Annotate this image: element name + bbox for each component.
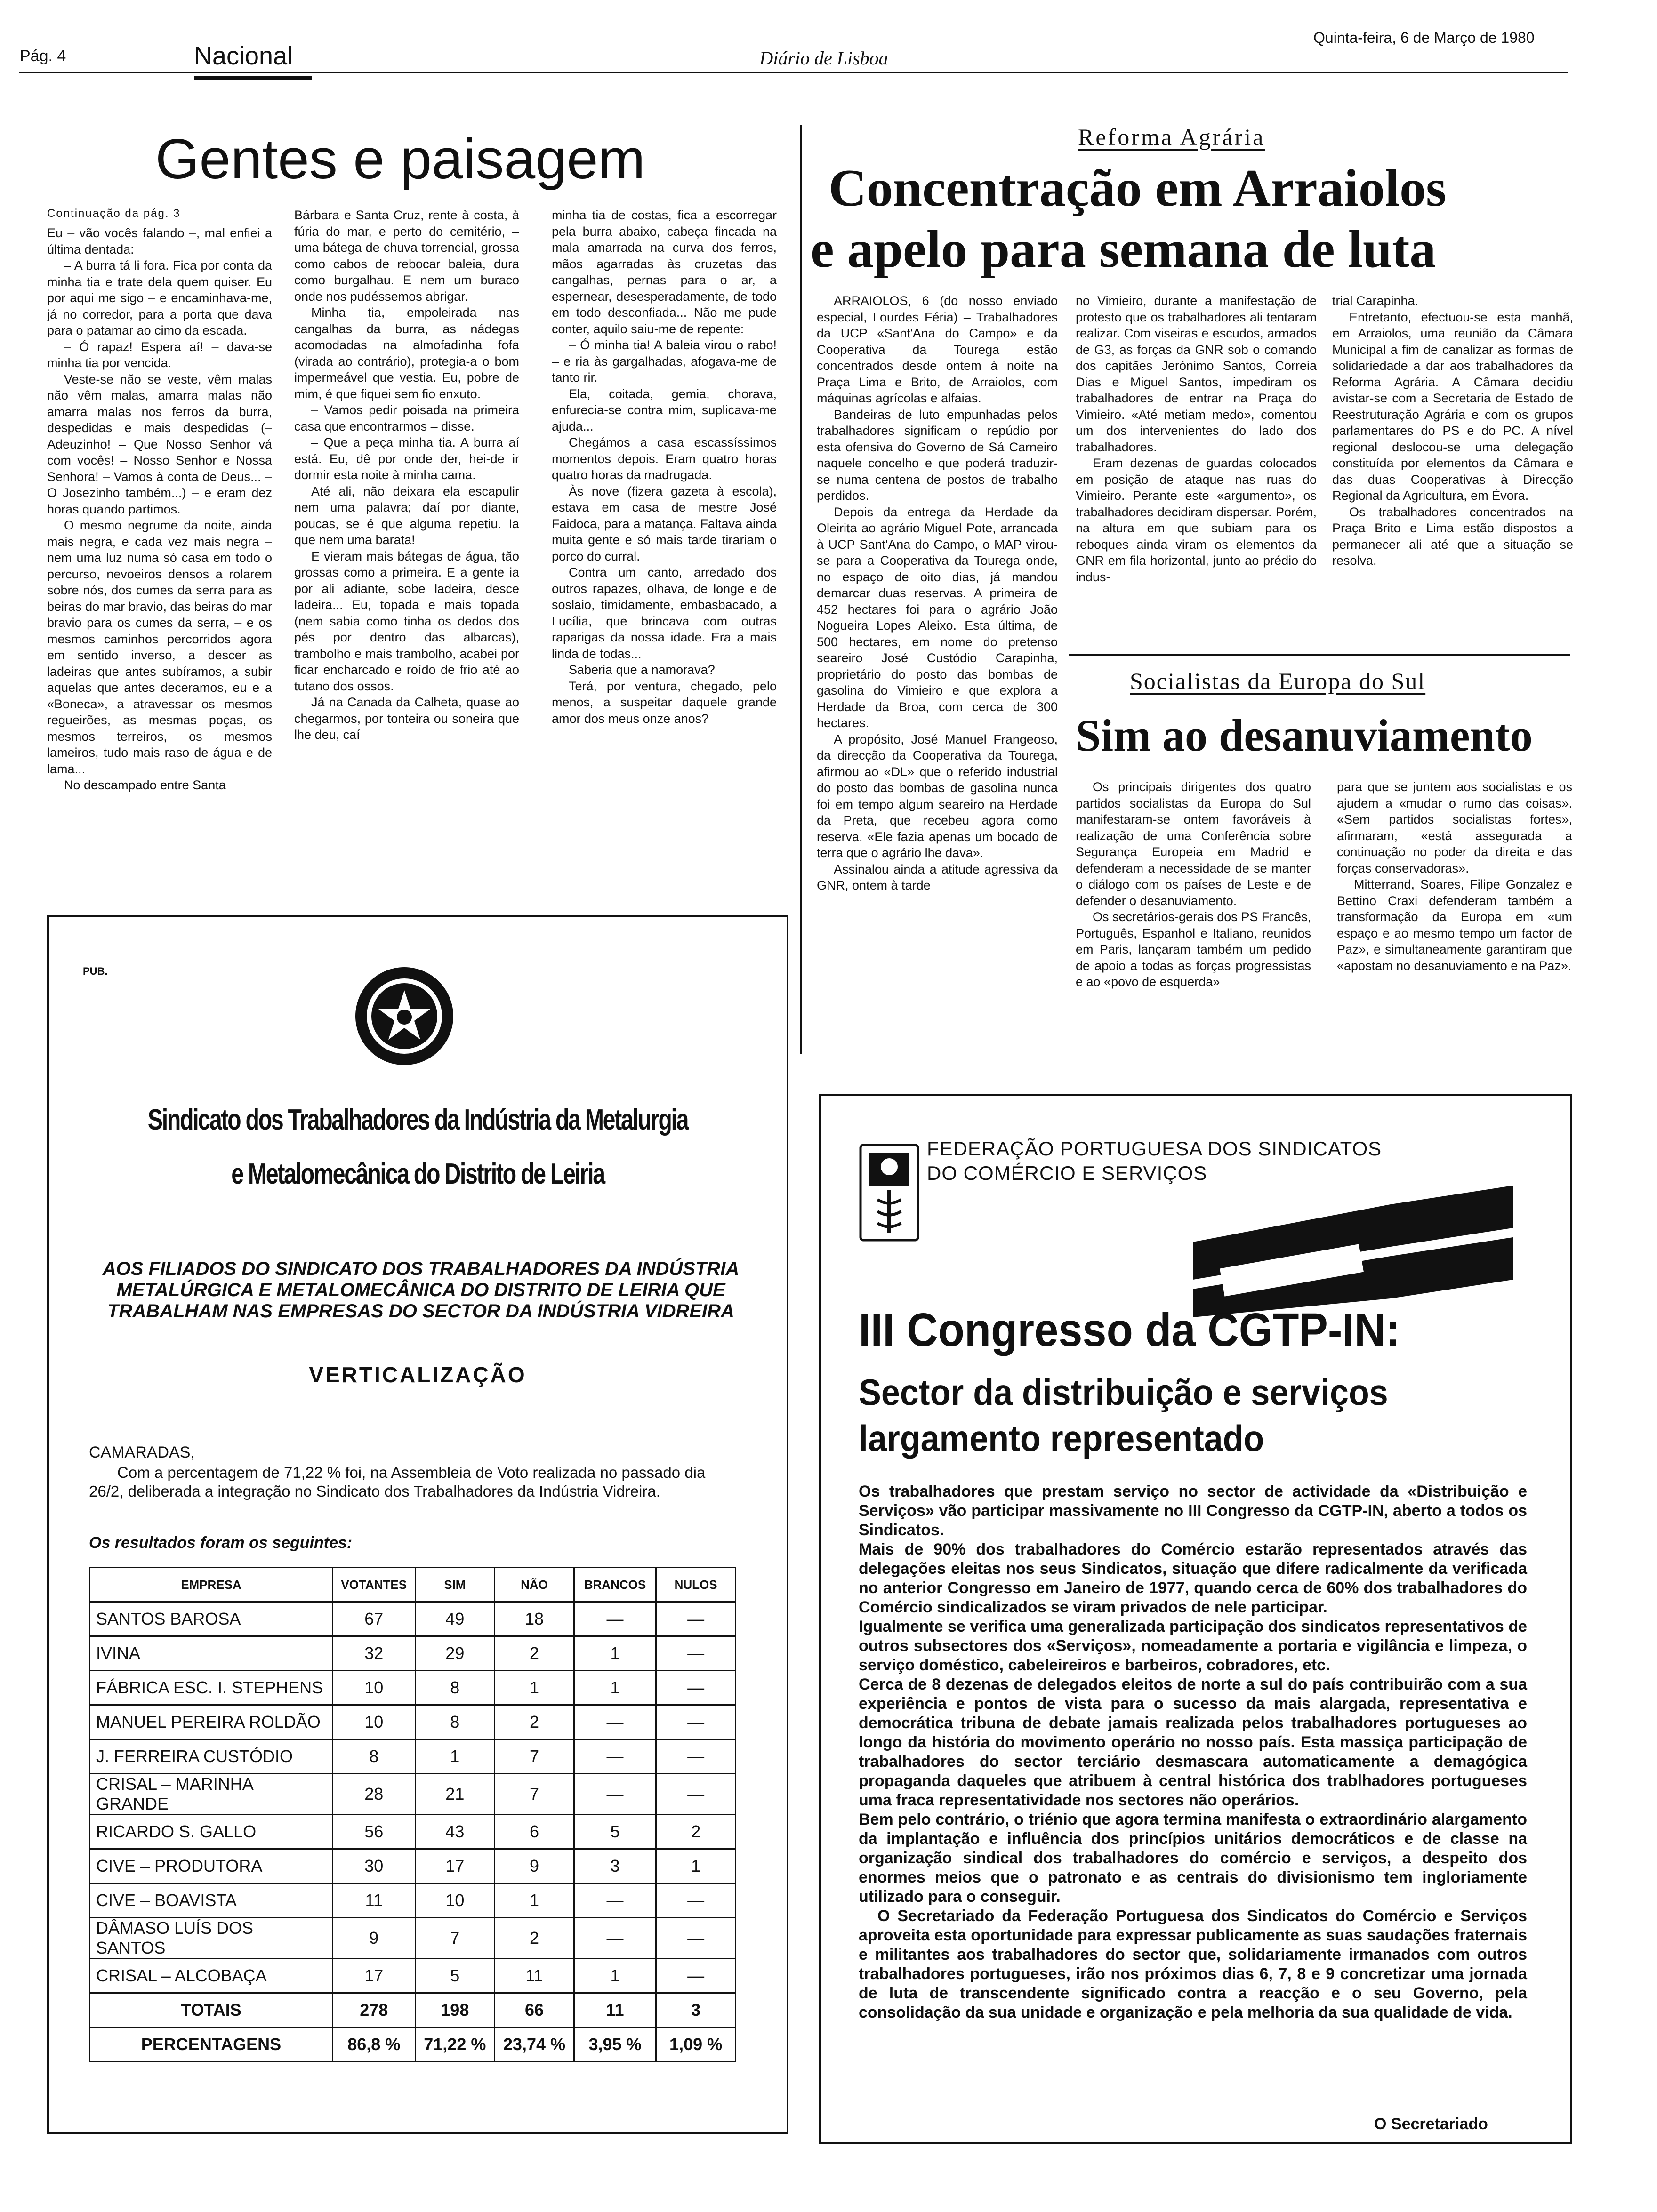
table-cell: 11	[332, 1883, 415, 1918]
column-header: NÃO	[495, 1568, 574, 1602]
table-cell: 10	[415, 1883, 495, 1918]
table-cell: —	[574, 1774, 656, 1815]
table-cell: 198	[415, 1993, 495, 2028]
sindicato-title-2: e Metalomecânica do Distrito de Leiria	[231, 1158, 604, 1190]
paragraph: Terá, por ventura, chegado, pelo menos, a suspeitar daquele grande amor dos meus onze anos?	[552, 679, 777, 726]
headline-reforma-2: e apelo para semana de luta	[811, 220, 1436, 279]
table-cell: 2	[495, 1918, 574, 1959]
table-cell: 18	[495, 1602, 574, 1636]
table-row	[90, 1883, 736, 1918]
federation-name-1: FEDERAÇÃO PORTUGUESA DOS SINDICATOS	[927, 1138, 1382, 1160]
paragraph: Os principais dirigentes dos quatro partidos socialistas da Europa do Sul manifestaram-se ontem favoráveis à realização de uma Conferência sobre Segurança Europeia em Madrid e defenderam a necessidade de se manter o diálogo com os países de Leste e de defender o desanuviamento.	[1076, 780, 1311, 908]
results-table	[89, 1567, 736, 2062]
table-cell: —	[574, 1602, 656, 1636]
table-cell: 9	[495, 1849, 574, 1883]
column-header: NULOS	[656, 1568, 736, 1602]
table-row	[90, 1959, 736, 1993]
table-cell: —	[656, 1883, 736, 1918]
paragraph: Já na Canada da Calheta, quase ao chegarmos, por tonteira ou soneira que lhe deu, caí	[294, 695, 519, 742]
table-cell: J. FERREIRA CUSTÓDIO	[90, 1739, 333, 1774]
table-cell: 23,74 %	[495, 2028, 574, 2062]
table-row	[90, 1849, 736, 1883]
table-cell: 2	[656, 1815, 736, 1849]
pub-label: PUB.	[83, 965, 108, 977]
table-cell: —	[656, 1959, 736, 1993]
table-cell: 66	[495, 1993, 574, 2028]
table-cell: —	[656, 1671, 736, 1705]
paragraph: Eu – vão vocês falando –, mal enfiei a última dentada:	[47, 226, 272, 256]
table-cell: —	[574, 1883, 656, 1918]
table-cell: 7	[415, 1918, 495, 1959]
sindicato-ad-box	[47, 915, 788, 2134]
table-cell: —	[656, 1739, 736, 1774]
table-cell: DÂMASO LUÍS DOS SANTOS	[90, 1918, 333, 1959]
paragraph: Os trabalhadores concentrados na Praça Brito e Lima estão dispostos a permanecer ali até que a situação se resolva.	[1332, 505, 1573, 568]
section-underline	[194, 76, 312, 80]
continuation-note: Continuação da pág. 3	[47, 207, 181, 220]
paragraph: minha tia de costas, fica a escorregar pela burra abaixo, cabeça fincada na mala amarrada na curva dos ferros, mãos agarradas às cruzetas das cangalhas, pernas para o ar, a espernear, desesperadamente, de todo em todo desconfiada... Não me pude conter, aquilo saiu-me de repente:	[552, 208, 777, 336]
paragraph: Às nove (fizera gazeta à escola), estava em casa de mestre José Faidoca, para a matança. Faltava ainda muita gente e só mais tarde tirariam o porco do curral.	[552, 484, 777, 563]
cgtp-subhead-1: Sector da distribuição e serviços	[859, 1371, 1388, 1413]
column-header: BRANCOS	[574, 1568, 656, 1602]
paragraph: – Que a peça minha tia. A burra aí está. Eu, dê por onde der, hei-de ir dormir esta noite à minha cama.	[294, 435, 519, 482]
sindicato-salutation: CAMARADAS,	[89, 1443, 195, 1461]
paragraph: – Ó minha tia! A baleia virou o rabo! – e ria às gargalhadas, afogava-me de tanto rir.	[552, 338, 777, 385]
table-row	[90, 1671, 736, 1705]
table-cell: 1	[574, 1636, 656, 1671]
kicker-reforma: Reforma Agrária	[1078, 124, 1265, 150]
table-cell: 43	[415, 1815, 495, 1849]
table-row	[90, 1739, 736, 1774]
gentes-column-1	[47, 225, 272, 793]
paragraph: Mitterrand, Soares, Filipe Gonzalez e Bettino Craxi defenderam também a transformação da Europa em «um espaço e ao mesmo tempo um factor de Paz», e simultaneamente garantiram que «apostam no desanuviamento e na Paz».	[1337, 877, 1572, 973]
table-cell: 8	[415, 1671, 495, 1705]
table-cell: —	[656, 1705, 736, 1739]
table-cell: PERCENTAGENS	[90, 2028, 333, 2062]
paragraph: no Vimieiro, durante a manifestação de protesto que os trabalhadores ali tentaram realizar. Com viseiras e escudos, armados de G3, as forças da GNR sob o comando dos capitães Jerónimo Santos, Correia Dias e Miguel Santos, impediram os trabalhadores de entrar na Praça do Vimieiro. «Até metiam medo», comentou um dos intervenientes do lado dos trabalhadores.	[1076, 294, 1317, 454]
table-cell: 1	[495, 1883, 574, 1918]
table-cell: 17	[332, 1959, 415, 1993]
table-cell: 10	[332, 1705, 415, 1739]
reforma-column-3	[1332, 293, 1573, 569]
paragraph: – A burra tá li fora. Fica por conta da minha tia e trate dela quem quiser. Eu por aqui me sigo – e encaminhava-me, já no corredor, para a porta que dava para o patamar ao cimo da escada.	[47, 258, 272, 337]
paragraph: Depois da entrega da Herdade da Oleirita ao agrário Miguel Pote, arrancada à UCP Sant'Ana do Campo, o MAP virou-se para a Cooperativa da Tourega onde, no espaço de oito dias, já mandou demarcar duas reservas. A primeira de 452 hectares foi para o agrário João Nogueira Lopes Aleixo. Esta última, de 500 hectares, em nome do pretenso seareiro José Custódio Carapinha, proprietário do posto das bombas de gasolina do Vimieiro e que explora a Herdade da Broa, com cerca de 300 hectares.	[817, 505, 1058, 730]
results-label: Os resultados foram os seguintes:	[89, 1534, 353, 1552]
table-cell: 5	[415, 1959, 495, 1993]
socialistas-column-1	[1076, 779, 1311, 990]
paragraph: Os trabalhadores que prestam serviço no sector de actividade da «Distribuição e Serviços» vão participar massivamente no III Congresso da CGTP-IN, aberto a todos os Sindicatos.	[859, 1483, 1527, 1539]
table-cell: —	[656, 1918, 736, 1959]
table-cell: —	[656, 1602, 736, 1636]
paragraph: O mesmo negrume da noite, ainda mais negra, e cada vez mais negra – nem uma luz numa só casa em todo o percurso, nevoeiros densos a rolarem sobre nós, dos cumes da serra para as beiras do mar bravio, das beiras do mar bravio para os cumes da serra, – e os mesmos caminhos percorridos agora em sentido inverso, a descer as ladeiras que antes subíramos, a subir aquelas que antes deceramos, eu e a «Boneca», a atravessar os mesmos regueirões, as mesmas poças, os mesmos terreiros, os mesmos lameiros, tudo mais raso de água e de lama...	[47, 518, 272, 776]
table-cell: 9	[332, 1918, 415, 1959]
sindicato-notice: AOS FILIADOS DO SINDICATO DOS TRABALHADORES DA INDÚSTRIA METALÚRGICA E METALOMECÂNICA DO DISTRITO DE LEIRIA QUE TRABALHAM NAS EMPRESAS DO SECTOR DA INDÚSTRIA VIDREIRA	[102, 1258, 740, 1322]
paragraph: Os secretários-gerais dos PS Francês, Português, Espanhol e Italiano, reunidos em Paris, lançaram também um pedido de apoio a todas as forças progressistas e ao «povo de esquerda»	[1076, 910, 1311, 989]
paragraph: Chegámos a casa escassíssimos momentos depois. Eram quatro horas quatro horas da madrugada.	[552, 435, 777, 482]
table-row	[90, 1636, 736, 1671]
cgtp-ad-box	[819, 1094, 1572, 2144]
paragraph: Saberia que a namorava?	[569, 663, 715, 677]
masthead: Diário de Lisboa	[759, 48, 888, 69]
paragraph: Contra um canto, arredado dos outros rapazes, olhava, de longe e de soslaio, timidamente, embasbacado, a Lucília, que brincava com outras raparigas da nossa idade. Era a mais linda de todas...	[552, 565, 777, 661]
kicker-socialistas: Socialistas da Europa do Sul	[1130, 668, 1426, 694]
table-cell: —	[574, 1739, 656, 1774]
table-cell: 2	[495, 1705, 574, 1739]
table-row	[90, 1774, 736, 1815]
paragraph: Minha tia, empoleirada nas cangalhas da burra, as nádegas acomodadas na almofadinha fofa (virada ao contrário), protegia-a o bom impermeável que vestia. Eu, pobre de mim, é que fiquei sem fio enxuto.	[294, 305, 519, 401]
table-cell: 1	[656, 1849, 736, 1883]
cgtp-headline: III Congresso da CGTP-IN:	[859, 1304, 1400, 1356]
table-cell: 1	[495, 1671, 574, 1705]
socialistas-column-2	[1337, 779, 1572, 974]
paragraph: Bandeiras de luto empunhadas pelos trabalhadores significam o repúdio por esta ofensiva do Governo de Sá Carneiro naquele concelho e que poderá traduzir-se numa centena de postos de trabalho perdidos.	[817, 407, 1058, 503]
table-cell: 11	[495, 1959, 574, 1993]
column-header: VOTANTES	[332, 1568, 415, 1602]
paragraph: – Ó rapaz! Espera aí! – dava-se minha tia por vencida.	[47, 339, 272, 370]
table-cell: RICARDO S. GALLO	[90, 1815, 333, 1849]
paragraph: ARRAIOLOS, 6 (do nosso enviado especial, Lourdes Féria) – Trabalhadores da UCP «Sant'Ana do Campo» e da Cooperativa da Tourega estão concentrados desde ontem à noite na Praça Lima e Brito, de Arraiolos, com máquinas agrícolas e alfaias.	[817, 294, 1058, 405]
table-cell: SANTOS BAROSA	[90, 1602, 333, 1636]
reforma-column-1	[817, 293, 1058, 894]
totals-row	[90, 1993, 736, 2028]
paragraph: Cerca de 8 dezenas de delegados eleitos de norte a sul do país contribuirão com a sua experiência e pontos de vista para o sucesso da mais alargada, representativa e democrática tribuna de debate jamais realizada pelos trabalhadores portugueses ao longo da história do movimento operário no nosso país. Esta massiça participação de trabalhadores do sector terciário desmascara automaticamente a demagógica propaganda daqueles que atribuem à central histórica dos trablhadores portugueses uma fraca representatividade nos sectores não operários.	[859, 1675, 1527, 1809]
paragraph: Veste-se não se veste, vêm malas não vêm malas, amarra malas não amarra malas nos ferros da burra, despedidas e mais despedidas (– Adeuzinho! – Que Nosso Senhor vá com vocês! – Nosso Senhor e Nossa Senhora! – Vamos à conta de Deus... – O Josezinho também...) – e eram dez horas quando partimos.	[47, 372, 272, 516]
table-cell: —	[574, 1918, 656, 1959]
header-rule	[19, 72, 1568, 73]
table-cell: —	[656, 1774, 736, 1815]
table-row	[90, 1815, 736, 1849]
table-cell: CIVE – PRODUTORA	[90, 1849, 333, 1883]
cgtp-subhead-2: largamento representado	[859, 1418, 1264, 1459]
table-cell: TOTAIS	[90, 1993, 333, 2028]
table-cell: 10	[332, 1671, 415, 1705]
paragraph: A propósito, José Manuel Frangeoso, da direcção da Cooperativa da Tourega, afirmou ao «DL» que o referido industrial do posto das bombas de gasolina nunca foi em tempo algum seareiro na Herdade da Preta, que recebeu agora como reserva. «Ele fazia apenas um bocado de terra que o agrário lhe dava».	[817, 732, 1058, 860]
section-rule-socialistas	[1069, 654, 1570, 656]
table-cell: 278	[332, 1993, 415, 2028]
table-cell: 3	[656, 1993, 736, 2028]
table-row	[90, 1705, 736, 1739]
table-cell: 17	[415, 1849, 495, 1883]
table-cell: 11	[574, 1993, 656, 2028]
table-cell: IVINA	[90, 1636, 333, 1671]
paragraph: Assinalou ainda a atitude agressiva da GNR, ontem à tarde	[817, 862, 1058, 892]
gentes-column-3	[552, 207, 777, 727]
cgtp-body	[859, 1482, 1527, 2022]
federation-graphic	[1193, 1186, 1513, 1317]
paragraph: Mais de 90% dos trabalhadores do Comércio estarão representados através das delegações eleitas nos seus Sindicatos, situação que difere radicalmente da verificada no anterior Congresso em Janeiro de 1977, quando cerca de 60% dos trabalhadores do Comércio sindicalizados se viram privados de nele participar.	[859, 1540, 1527, 1616]
table-cell: 1,09 %	[656, 2028, 736, 2062]
paragraph: Bem pelo contrário, o triénio que agora termina manifesta o extraordinário alargamento da implantação e influência dos princípios unitários democráticos e de classe na organização sindical dos trabalhadores do comércio e serviços, a despeito dos enormes meios que o patronato e as centrais do divisionismo tem ingloriamente utilizado para o conseguir.	[859, 1811, 1527, 1906]
reforma-column-2	[1076, 293, 1317, 585]
table-cell: 28	[332, 1774, 415, 1815]
table-cell: 32	[332, 1636, 415, 1671]
column-header: SIM	[415, 1568, 495, 1602]
table-cell: 1	[574, 1671, 656, 1705]
table-cell: 29	[415, 1636, 495, 1671]
table-row	[90, 1602, 736, 1636]
paragraph: No descampado entre Santa	[64, 778, 226, 792]
sindicato-body: Com a percentagem de 71,22 % foi, na Assembleia de Voto realizada no passado dia 26/2, deliberada a integração no Sindicato dos Trabalhadores da Indústria Vidreira.	[89, 1464, 706, 1500]
paragraph: – Vamos pedir poisada na primeira casa que encontrarmos – disse.	[294, 403, 519, 433]
table-cell: MANUEL PEREIRA ROLDÃO	[90, 1705, 333, 1739]
table-cell: 21	[415, 1774, 495, 1815]
column-divider	[800, 125, 802, 1054]
federation-logo	[859, 1143, 920, 1242]
paragraph: Entretanto, efectuou-se esta manhã, em Arraiolos, uma reunião da Câmara Municipal a fim de canalizar as formas de solidariedade a dar aos trabalhadores da Reforma Agrária. A Câmara decidiu avistar-se com a Secretaria de Estado de Reestruturação Agrária e com os grupos parlamentares do PS e do PC. A nível regional deslocou-se uma delegação constituída por elementos da Câmara e das duas Cooperativas à Direcção Regional da Agricultura, em Évora.	[1332, 310, 1573, 503]
table-cell: CRISAL – MARINHA GRANDE	[90, 1774, 333, 1815]
table-cell: CIVE – BOAVISTA	[90, 1883, 333, 1918]
table-cell: 3	[574, 1849, 656, 1883]
headline-reforma-1: Concentração em Arraiolos	[828, 159, 1447, 217]
table-cell: 71,22 %	[415, 2028, 495, 2062]
table-cell: 2	[495, 1636, 574, 1671]
article-title-gentes: Gentes e paisagem	[155, 128, 645, 191]
table-cell: 7	[495, 1774, 574, 1815]
federation-name-2: DO COMÉRCIO E SERVIÇOS	[927, 1162, 1207, 1184]
sindicato-title-1: Sindicato dos Trabalhadores da Indústria da Metalurgia	[147, 1104, 688, 1136]
table-cell: —	[574, 1705, 656, 1739]
paragraph: Ela, coitada, gemia, chorava, enfurecia-se contra mim, suplicava-me ajuda...	[552, 386, 777, 433]
headline-socialistas: Sim ao desanuviamento	[1076, 710, 1533, 761]
table-cell: 6	[495, 1815, 574, 1849]
page-number: Pág. 4	[20, 47, 66, 65]
table-cell: FÁBRICA ESC. I. STEPHENS	[90, 1671, 333, 1705]
page-date: Quinta-feira, 6 de Março de 1980	[1313, 29, 1535, 46]
paragraph: Bárbara e Santa Cruz, rente à costa, à fúria do mar, e perto do cemitério, – uma bátega de chuva torrencial, grossa como cabos de rebocar baleia, dura como burgalhau. E nem um buraco onde nos pudéssemos abrigar.	[294, 208, 519, 304]
paragraph: Igualmente se verifica uma generalizada participação dos sindicatos representativos de outros subsectores dos «Serviços», nomeadamente a portaria e vigilância e limpeza, o serviço doméstico, cabeleireiros e barbeiros, cobradores, etc.	[859, 1618, 1527, 1674]
paragraph: Até ali, não deixara ela escapulir nem uma palavra; daí por diante, poucas, se é que alguma repetiu. Ia que nem uma barata!	[294, 484, 519, 547]
table-cell: 56	[332, 1815, 415, 1849]
table-cell: 8	[415, 1705, 495, 1739]
table-cell: 67	[332, 1602, 415, 1636]
table-cell: 7	[495, 1739, 574, 1774]
union-emblem	[350, 964, 458, 1068]
paragraph: E vieram mais bátegas de água, tão grossas como a primeira. E a gente ia por ali adiante, sobe ladeira, desce ladeira... Eu, topada e mais topada (nem sabia como tinha os dedos dos pés por dentro das albarcas), trambolho e mais trambolho, acabei por ficar encharcado e roído de frio até ao tutano dos ossos.	[294, 549, 519, 693]
table-cell: 5	[574, 1815, 656, 1849]
table-cell: CRISAL – ALCOBAÇA	[90, 1959, 333, 1993]
table-cell: 1	[574, 1959, 656, 1993]
table-cell: 30	[332, 1849, 415, 1883]
table-cell: 1	[415, 1739, 495, 1774]
table-row	[90, 1918, 736, 1959]
table-cell: 49	[415, 1602, 495, 1636]
table-cell: 86,8 %	[332, 2028, 415, 2062]
paragraph: trial Carapinha.	[1332, 294, 1419, 308]
paragraph: Eram dezenas de guardas colocados em posição de ataque nas ruas do Vimieiro. Perante este «argumento», os trabalhadores decidiram dispersar. Porém, na altura em que subiam para os reboques ainda viram os elementos da GNR em fila horizontal, junto ao prédio do indus-	[1076, 456, 1317, 584]
section-label: Nacional	[194, 42, 293, 70]
sindicato-subject: VERTICALIZAÇÃO	[309, 1362, 527, 1387]
table-cell: —	[656, 1636, 736, 1671]
table-cell: 8	[332, 1739, 415, 1774]
column-header: EMPRESA	[90, 1568, 333, 1602]
cgtp-signature: O Secretariado	[1374, 2115, 1488, 2133]
paragraph: para que se juntem aos socialistas e os ajudem a «mudar o rumo das coisas». «Sem partidos socialistas fortes», afirmaram, «está assegurada a continuação no poder da direita e das forças conservadoras».	[1337, 780, 1572, 875]
table-header-row	[90, 1568, 736, 1602]
paragraph: O Secretariado da Federação Portuguesa dos Sindicatos do Comércio e Serviços aproveita esta oportunidade para expressar publicamente as suas saudações fraternais e militantes aos trabalhadores do sector que, solidariamente irmanados com outros trabalhadores portugueses, irão nos próximos dias 6, 7, 8 e 9 concretizar uma jornada de luta de transcendente significado contra a reacção e o seu Governo, pela consolidação da sua unidade e organização e pela melhoria da sua qualidade de vida.	[859, 1907, 1527, 2021]
gentes-column-2	[294, 207, 519, 743]
table-cell: 3,95 %	[574, 2028, 656, 2062]
percentages-row	[90, 2028, 736, 2062]
